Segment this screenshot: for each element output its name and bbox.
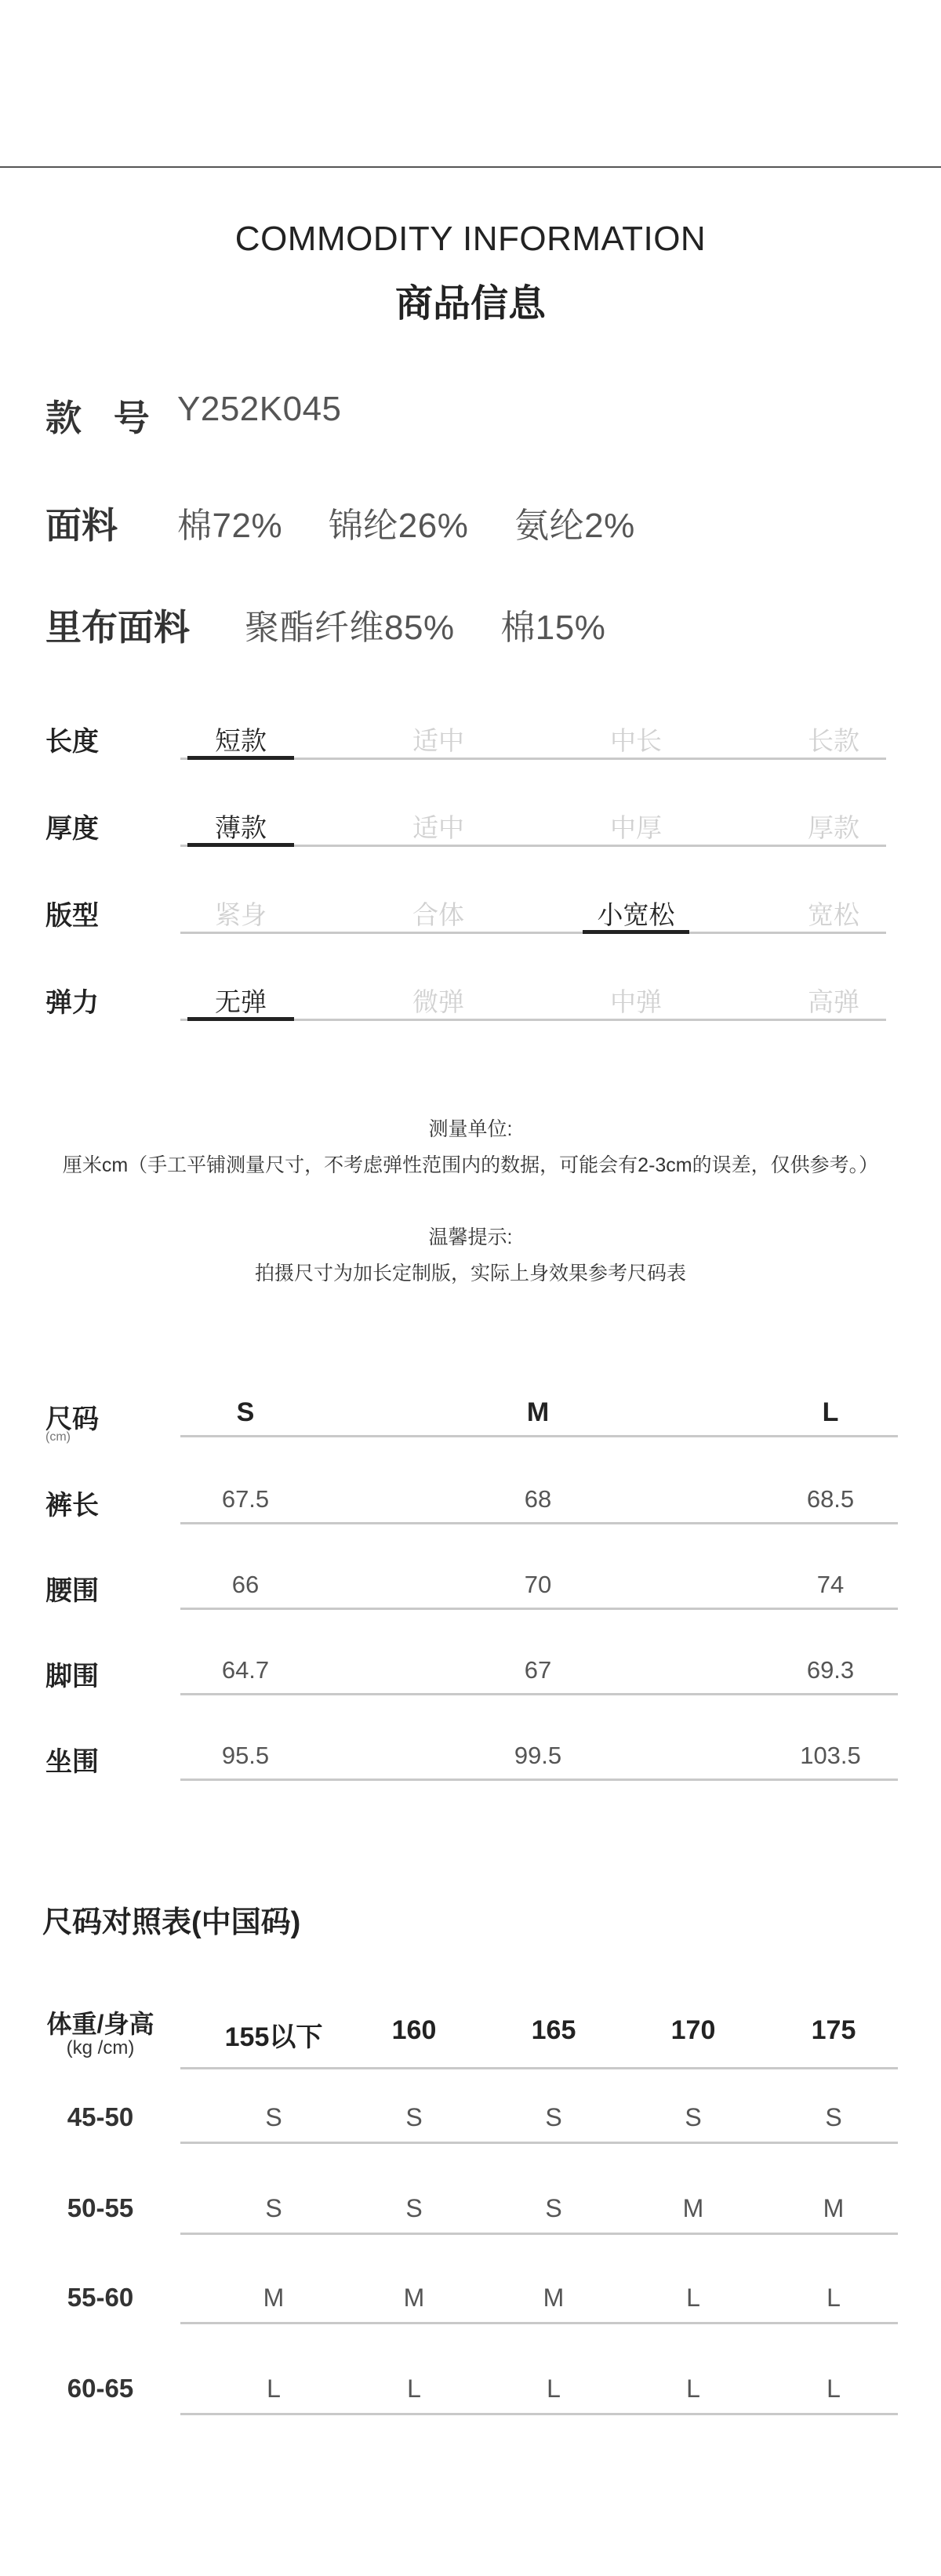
lining-label: 里布面料: [45, 607, 190, 648]
attribute-option: 合体: [412, 900, 464, 929]
table-row-divider: [180, 2413, 898, 2415]
height-column-header: 155以下: [224, 2022, 323, 2052]
fabric-values: [177, 497, 671, 547]
title-chinese: 商品信息: [394, 283, 546, 325]
attribute-option: 中弹: [610, 987, 662, 1016]
table-row-divider: [180, 2142, 898, 2144]
attribute-option: 高弹: [808, 987, 859, 1016]
top-divider: [0, 166, 941, 168]
style-no-value: Y252K045: [177, 390, 342, 428]
attribute-label: 厚度: [45, 814, 99, 844]
size-cell: S: [545, 2194, 562, 2222]
measure-value: 103.5: [800, 1742, 861, 1769]
table-row-divider: [180, 1693, 898, 1695]
weight-range-label: 45-50: [67, 2102, 134, 2131]
attribute-option: 中厚: [610, 813, 662, 842]
compare-corner-unit: (kg /cm): [66, 2037, 135, 2058]
style-no-label: 款 号: [45, 398, 161, 438]
attribute-selected-underline: [187, 756, 294, 760]
size-header-label: 尺码: [45, 1404, 99, 1434]
table-row-divider: [180, 2322, 898, 2324]
measure-value: 68: [524, 1485, 552, 1513]
size-column-header: M: [526, 1397, 550, 1427]
size-cell: M: [263, 2284, 285, 2312]
table-row-divider: [180, 1608, 898, 1610]
weight-range-label: 55-60: [67, 2283, 134, 2312]
height-column-header: 175: [811, 2015, 856, 2045]
table-row-divider: [180, 1435, 898, 1437]
attribute-option: 厚款: [808, 813, 859, 842]
size-cell: S: [265, 2103, 282, 2131]
measure-label: 腰围: [45, 1576, 99, 1606]
fabric-label: 面料: [45, 505, 118, 546]
attribute-option: 短款: [215, 726, 267, 755]
attribute-option: 中长: [610, 726, 662, 755]
attribute-selected-underline: [187, 1017, 294, 1021]
attribute-option: 小宽松: [597, 900, 675, 929]
size-cell: M: [682, 2194, 704, 2222]
size-cell: S: [405, 2103, 423, 2131]
attribute-selected-underline: [187, 843, 294, 847]
attribute-track: [180, 932, 886, 934]
lining-value: 棉15%: [500, 609, 606, 647]
attribute-label: 弹力: [45, 988, 99, 1018]
attribute-option: 宽松: [808, 900, 859, 929]
attribute-selected-underline: [583, 930, 689, 934]
measure-label: 裤长: [45, 1491, 99, 1521]
size-column-header: L: [822, 1397, 839, 1427]
size-cell: L: [827, 2284, 841, 2312]
size-cell: L: [547, 2374, 561, 2403]
measure-value: 99.5: [514, 1742, 562, 1769]
title-english: COMMODITY INFORMATION: [234, 220, 707, 258]
tip-text: 拍摄尺寸为加长定制版，实际上身效果参考尺码表: [254, 1263, 686, 1284]
measure-label: 坐围: [45, 1747, 99, 1777]
measure-value: 95.5: [221, 1742, 270, 1769]
tip-title: 温馨提示:: [428, 1226, 513, 1248]
height-column-header: 160: [391, 2015, 437, 2045]
compare-table-title: 尺码对照表(中国码): [42, 1906, 301, 1939]
height-column-header: 165: [531, 2015, 576, 2045]
size-cell: M: [403, 2284, 425, 2312]
measure-label: 脚围: [45, 1662, 99, 1691]
size-cell: L: [686, 2374, 700, 2403]
table-row-divider: [180, 1778, 898, 1781]
attribute-option: 适中: [412, 726, 464, 755]
unit-title: 测量单位:: [428, 1118, 513, 1140]
attribute-option: 长款: [808, 726, 859, 755]
size-cell: L: [407, 2374, 421, 2403]
size-cell: M: [543, 2284, 565, 2312]
fabric-value: 棉72%: [177, 507, 283, 545]
attribute-label: 版型: [45, 901, 99, 931]
attribute-label: 长度: [45, 727, 99, 757]
size-unit: (cm): [45, 1430, 71, 1444]
measure-value: 66: [231, 1571, 260, 1598]
measure-value: 67: [524, 1656, 552, 1684]
compare-corner-label: 体重/身高: [46, 2010, 154, 2038]
measure-value: 74: [816, 1571, 845, 1598]
measure-value: 64.7: [221, 1656, 270, 1684]
table-row-divider: [180, 2233, 898, 2235]
fabric-value: 氨纶2%: [514, 507, 635, 545]
size-cell: L: [686, 2284, 700, 2312]
attribute-option: 适中: [412, 813, 464, 842]
size-cell: S: [685, 2103, 702, 2131]
measure-value: 70: [524, 1571, 552, 1598]
size-cell: S: [545, 2103, 562, 2131]
table-row-divider: [180, 1522, 898, 1524]
weight-range-label: 60-65: [67, 2374, 134, 2403]
size-cell: S: [405, 2194, 423, 2222]
fabric-value: 锦纶26%: [328, 507, 469, 545]
size-cell: M: [823, 2194, 845, 2222]
attribute-option: 无弹: [215, 987, 267, 1016]
size-cell: L: [827, 2374, 841, 2403]
lining-values: [245, 599, 641, 649]
measure-value: 69.3: [806, 1656, 855, 1684]
size-cell: S: [265, 2194, 282, 2222]
size-column-header: S: [236, 1397, 255, 1427]
size-cell: L: [267, 2374, 281, 2403]
height-column-header: 170: [670, 2015, 716, 2045]
measure-value: 68.5: [806, 1485, 855, 1513]
weight-range-label: 50-55: [67, 2193, 134, 2222]
attribute-option: 微弹: [412, 987, 464, 1016]
attribute-option: 薄款: [215, 813, 267, 842]
measure-value: 67.5: [221, 1485, 270, 1513]
size-cell: S: [825, 2103, 842, 2131]
unit-text: 厘米cm（手工平铺测量尺寸，不考虑弹性范围内的数据，可能会有2-3cm的误差，仅供参考。）: [62, 1154, 879, 1176]
table-row-divider: [180, 2067, 898, 2069]
attribute-option: 紧身: [215, 900, 267, 929]
lining-value: 聚酯纤维85%: [245, 609, 455, 647]
